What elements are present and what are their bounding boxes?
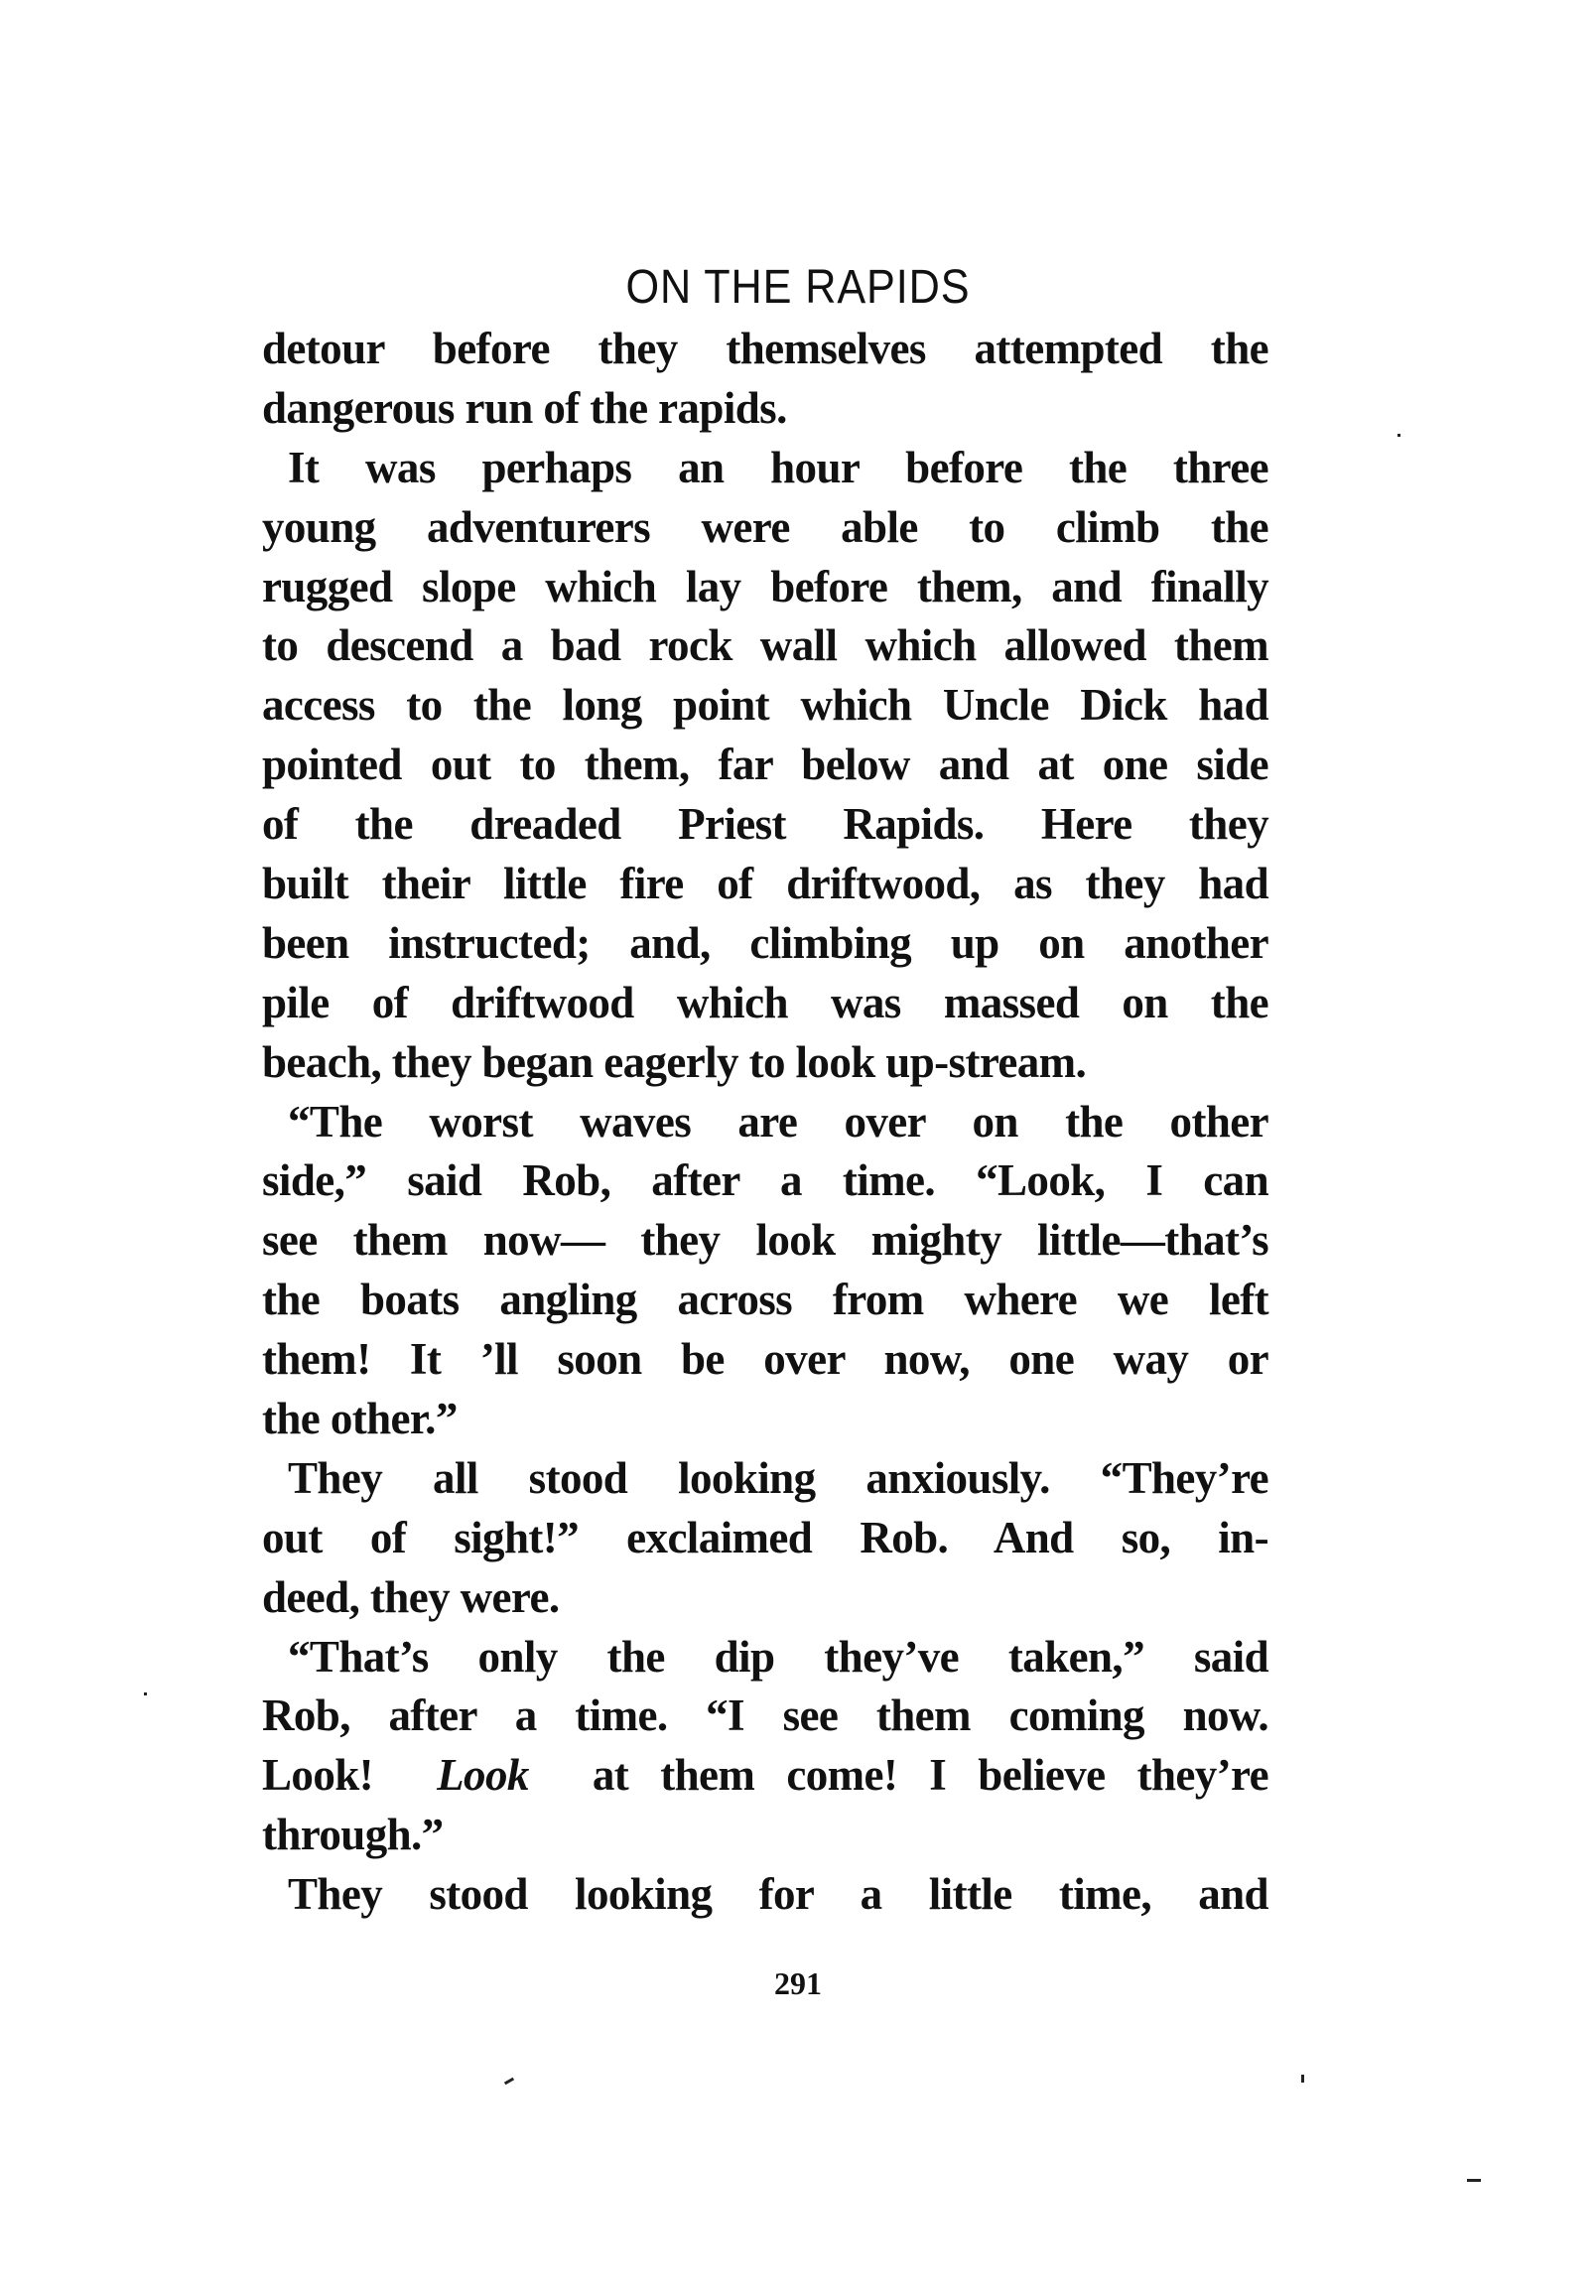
text-line: It was perhaps an hour before the three bbox=[288, 442, 1268, 492]
text-line: see them now— they look mighty little—that’s bbox=[262, 1215, 1268, 1266]
text-line: beach, they began eagerly to look up-stream. bbox=[262, 1036, 1087, 1087]
text-line: been instructed; and, climbing up on another bbox=[262, 917, 1268, 968]
text-line: to descend a bad rock wall which allowed them bbox=[262, 620, 1268, 671]
scan-speck bbox=[1301, 2075, 1304, 2083]
page-body bbox=[262, 320, 1268, 1925]
text-line: young adventurers were able to climb the bbox=[262, 501, 1268, 552]
scan-speck bbox=[504, 2078, 514, 2086]
text-line: They all stood looking anxiously. “They’re bbox=[288, 1452, 1268, 1503]
text-line: pile of driftwood which was massed on the bbox=[262, 977, 1268, 1027]
text-line: detour before they themselves attempted the bbox=[262, 324, 1268, 373]
text-line: side,” said Rob, after a time. “Look, I can bbox=[262, 1155, 1268, 1206]
text-line-with-italic bbox=[262, 1746, 1268, 1806]
text-segment: Look! bbox=[262, 1750, 406, 1801]
running-title: ON THE RAPIDS bbox=[625, 261, 971, 314]
text-line: out of sight!” exclaimed Rob. And so, in- bbox=[262, 1512, 1268, 1562]
text-line: deed, they were. bbox=[262, 1571, 560, 1622]
text-line: the boats angling across from where we left bbox=[262, 1275, 1268, 1325]
text-line: them! It ’ll soon be over now, one way or bbox=[262, 1334, 1268, 1385]
text-segment: at them come! I believe they’re bbox=[560, 1750, 1268, 1801]
text-line: through.” bbox=[262, 1810, 444, 1860]
scan-speck bbox=[1467, 2179, 1481, 2182]
scan-speck bbox=[144, 1692, 147, 1695]
text-line: access to the long point which Uncle Dick had bbox=[262, 680, 1268, 731]
text-line: built their little fire of driftwood, as they had bbox=[262, 859, 1268, 909]
text-line: dangerous run of the rapids. bbox=[262, 382, 787, 433]
text-line: of the dreaded Priest Rapids. Here they bbox=[262, 799, 1268, 850]
italic-word: Look bbox=[437, 1750, 529, 1801]
text-line: Rob, after a time. “I see them coming now. bbox=[262, 1690, 1268, 1741]
text-line: the other.” bbox=[262, 1394, 458, 1444]
text-line: “That’s only the dip they’ve taken,” said bbox=[288, 1631, 1268, 1682]
text-line: They stood looking for a little time, and bbox=[288, 1869, 1268, 1920]
text-line: rugged slope which lay before them, and finally bbox=[262, 561, 1268, 611]
text-line: “The worst waves are over on the other bbox=[288, 1096, 1268, 1147]
text-line: pointed out to them, far below and at one side bbox=[262, 740, 1268, 790]
page-number: 291 bbox=[774, 1965, 822, 2001]
scan-speck bbox=[1397, 434, 1400, 437]
